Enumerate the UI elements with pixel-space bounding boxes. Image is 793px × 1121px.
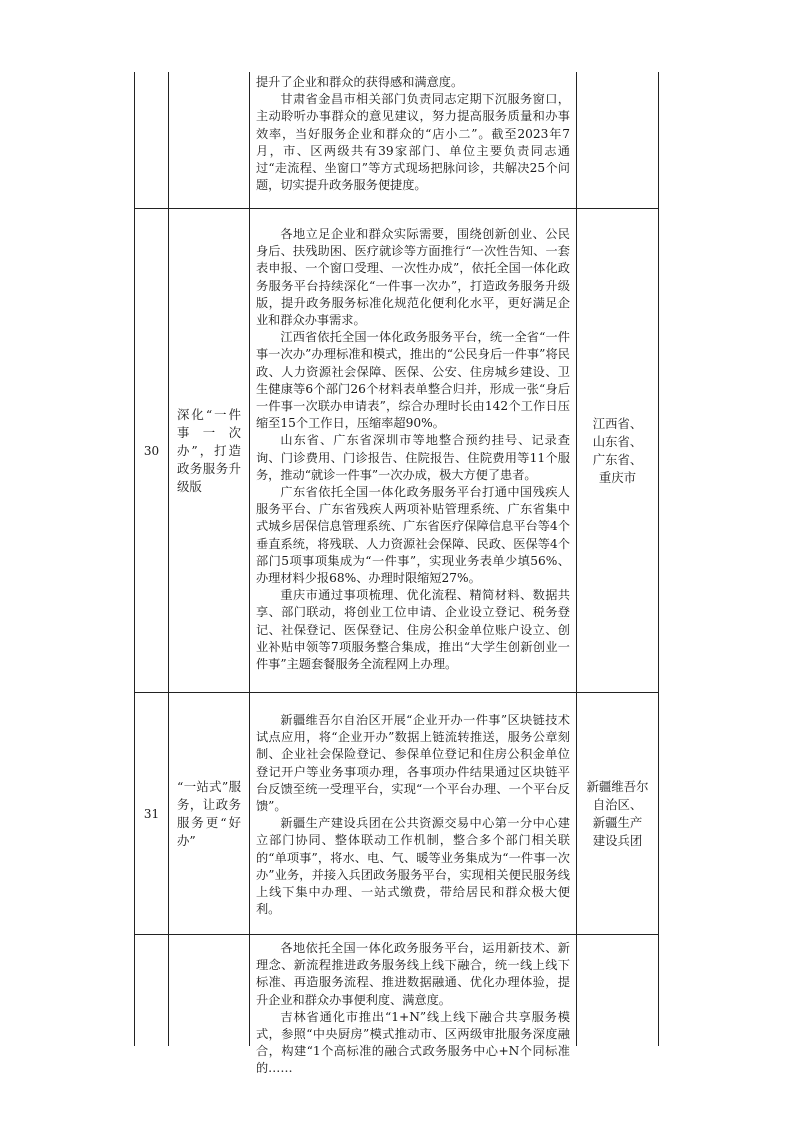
region-cell-30 bbox=[577, 209, 658, 692]
row-number: 30 bbox=[143, 443, 160, 458]
content-cell-top bbox=[256, 74, 570, 208]
region-name: 山东省、 bbox=[592, 433, 643, 449]
paragraph: 吉林省通化市推出“1+N”线上线下融合共享服务模式，参照“中央厨房”模式推动市、区两级审批服务深度融合，构建“1个高标准的融合式政务服务中心+N个同标准的…… bbox=[256, 1009, 570, 1076]
region-name: 重庆市 bbox=[598, 469, 637, 485]
row-title: “一站式”服务，让政务服务更“好办” bbox=[177, 778, 241, 848]
paragraph: 重庆市通过事项梳理、优化流程、精简材料、数据共享、部门联动，将创业工位申请、企业设立登记、税务登记、社保登记、医保登记、住房公积金单位账户设立、创业补贴申领等7项服务整合集成，推出“大学生创新创业一件事”主题套餐服务全流程网上办理。 bbox=[256, 588, 570, 672]
region-name: 新疆维吾尔 bbox=[586, 778, 649, 794]
row-number: 31 bbox=[143, 806, 160, 821]
region-list bbox=[587, 778, 649, 850]
paragraph: 山东省、广东省深圳市等地整合预约挂号、记录查询、门诊费用、门诊报告、住院报告、住院费用等11个服务，推动“就诊一件事”一次办成，极大方便了患者。 bbox=[256, 433, 570, 482]
paragraph: 提升了企业和群众的获得感和满意度。 bbox=[256, 75, 464, 89]
paragraph: 甘肃省金昌市相关部门负责同志定期下沉服务窗口，主动聆听办事群众的意见建议，努力提高服务质量和办事效率，当好服务企业和群众的“店小二”。截至2023年7月，市、区两级共有39家部门、单位主要负责同志通过“走流程、坐窗口”等方式现场把脉问诊，共解决25个问题，切实提升政务服务便捷度。 bbox=[256, 92, 570, 193]
region-name: 江西省、 bbox=[592, 415, 643, 431]
table-border-right bbox=[658, 72, 659, 1046]
content-cell-30 bbox=[256, 226, 570, 692]
row-separator-3 bbox=[134, 934, 659, 935]
table-divider-title bbox=[249, 72, 250, 1046]
paragraph: 江西省依托全国一体化政务服务平台，统一全省“一件事一次办”办理标准和模式，推出的“公民身后一件事”将民政、人力资源社会保障、医保、公安、住房城乡建设、卫生健康等6个部门26个材料表单整合归并，形成一张“身后一件事一次联办申请表”，综合办理时长由142个工作日压缩至15个工作日，压缩率超90%。 bbox=[256, 330, 570, 431]
paragraph: 广东省依托全国一体化政务服务平台打通中国残疾人服务平台、广东省残疾人两项补贴管理系统、广东省集中式城乡居保信息管理系统、广东省医疗保障信息平台等4个垂直系统，将残联、人力资源社会保障、民政、医保等4个部门5项事项集成为“一件事”，实现业务表单少填56%、办理材料少报68%、办理时限缩短27%。 bbox=[256, 485, 570, 586]
paragraph: 新疆生产建设兵团在公共资源交易中心第一分中心建立部门协同、整体联动工作机制，整合多个部门相关联的“单项事”，将水、电、气、暖等业务集成为“一件事一次办”业务，并接入兵团政务服务平台，实现相关便民服务线上线下集中办理、一站式缴费，带给居民和群众极大便利。 bbox=[256, 816, 570, 917]
row-number-cell bbox=[135, 209, 168, 692]
region-list bbox=[593, 415, 643, 487]
row-number-cell bbox=[135, 693, 168, 934]
row-title-cell bbox=[169, 209, 249, 692]
region-name: 广东省、 bbox=[592, 451, 643, 467]
region-cell-31 bbox=[577, 693, 658, 934]
row-title: 深化“一件事一次办”，打造政务服务升级版 bbox=[177, 406, 241, 494]
paragraph: 各地依托全国一体化政务服务平台，运用新技术、新理念、新流程推进政务服务线上线下融合，统一线上线下标准、再造服务流程、推进数据融通、优化办理体验，提升企业和群众办事便利度、满意度。 bbox=[256, 941, 570, 1007]
content-cell-31 bbox=[256, 712, 570, 934]
region-name: 自治区、 bbox=[592, 796, 643, 812]
row-title-cell bbox=[169, 693, 249, 934]
paragraph: 新疆维吾尔自治区开展“企业开办一件事”区块链技术试点应用，将“企业开办”数据上链流转推送，服务公章刻制、企业社会保险登记、参保单位登记和住房公积金单位登记开户等业务事项办理，各事项办件结果通过区块链平台反馈至统一受理平台，实现“一个平台办理、一个平台反馈”。 bbox=[256, 713, 570, 814]
paragraph: 各地立足企业和群众实际需要，围绕创新创业、公民身后、扶残助困、医疗就诊等方面推行“一次性告知、一套表申报、一个窗口受理、一次性办成”，依托全国一体化政务服务平台持续深化“一件事一次办”，打造政务服务升级版，提升政务服务标准化规范化便利化水平，更好满足企业和群众办事需求。 bbox=[256, 227, 570, 328]
region-name: 建设兵团 bbox=[592, 832, 643, 848]
region-name: 新疆生产 bbox=[592, 814, 643, 830]
content-cell-bottom bbox=[256, 940, 570, 1076]
